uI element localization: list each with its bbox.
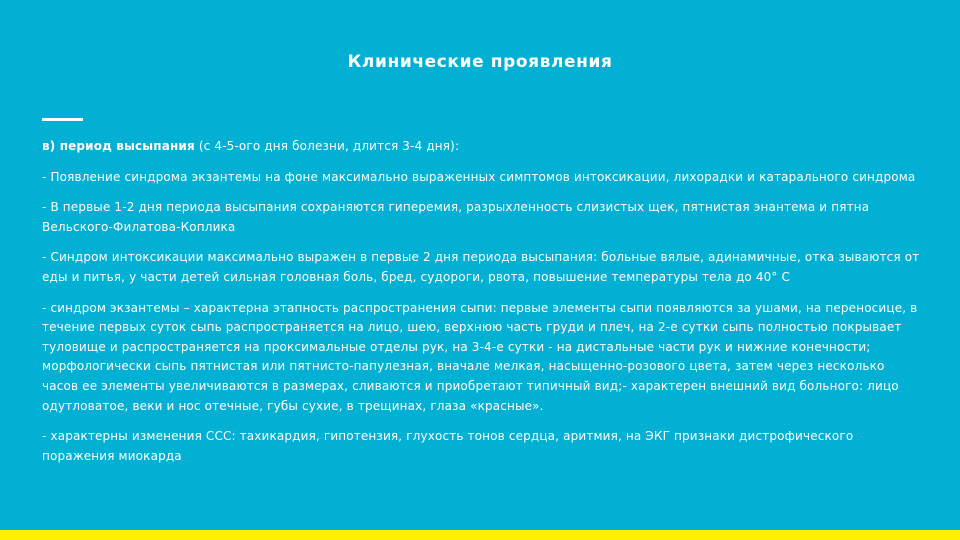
slide-body	[42, 137, 922, 477]
intro-rest-text: (с 4-5-ого дня болезни, длится 3-4 дня):	[194, 139, 460, 153]
bottom-accent-bar	[0, 530, 960, 540]
intro-bold-label: в) период высыпания	[42, 139, 195, 153]
intro-paragraph	[42, 137, 922, 157]
body-paragraph-exanthema-onset: - Появление синдрома экзантемы на фоне максимально выраженных симптомов интоксикации, лихорадки и катарального синдрома	[42, 169, 916, 184]
body-paragraph-intoxication: - Синдром интоксикации максимально выражен в первые 2 дня периода высыпания: больные вялые, адинамичные, отка зываются от еды и питья, у части детей сильная головная боль, бред, судороги, рвота, повышение температуры тела до 40° С	[42, 250, 920, 284]
body-paragraph-first-days: - В первые 1-2 дня периода высыпания сохраняются гиперемия, разрыхленность слизистых щек, пятнистая энантема и пятна Вельского-Филатова-Коплика	[42, 200, 870, 234]
body-paragraph-exanthema-syndrome: - синдром экзантемы – характерна этапность распространения сыпи: первые элементы сыпи появляются за ушами, на переносице, в течение первых суток сыпь распространяется на лицо, шею, верхнюю часть груди и плеч, на 2-е сутки сыпь полностью покрывает туловище и распространяется на проксимальные отделы рук, на 3-4-е сутки - на дистальные части рук и нижние конечности; морфологически сыпь пятнистая или пятнисто-папулезная, вначале мелкая, насыщенно-розового цвета, затем через несколько часов ее элементы увеличиваются в размерах, сливаются и приобретают типичный вид;- характерен внешний вид больного: лицо одутловатое, веки и нос отечные, губы сухие, в трещинах, глаза «красные».	[42, 300, 918, 413]
title-accent-line	[42, 118, 83, 121]
body-paragraph-cardiovascular: - характерны изменения ССС: тахикардия, гипотензия, глухость тонов сердца, аритмия, на ЭКГ признаки дистрофического поражения миокарда	[42, 429, 854, 463]
slide-title: Клинические проявления	[347, 52, 613, 72]
